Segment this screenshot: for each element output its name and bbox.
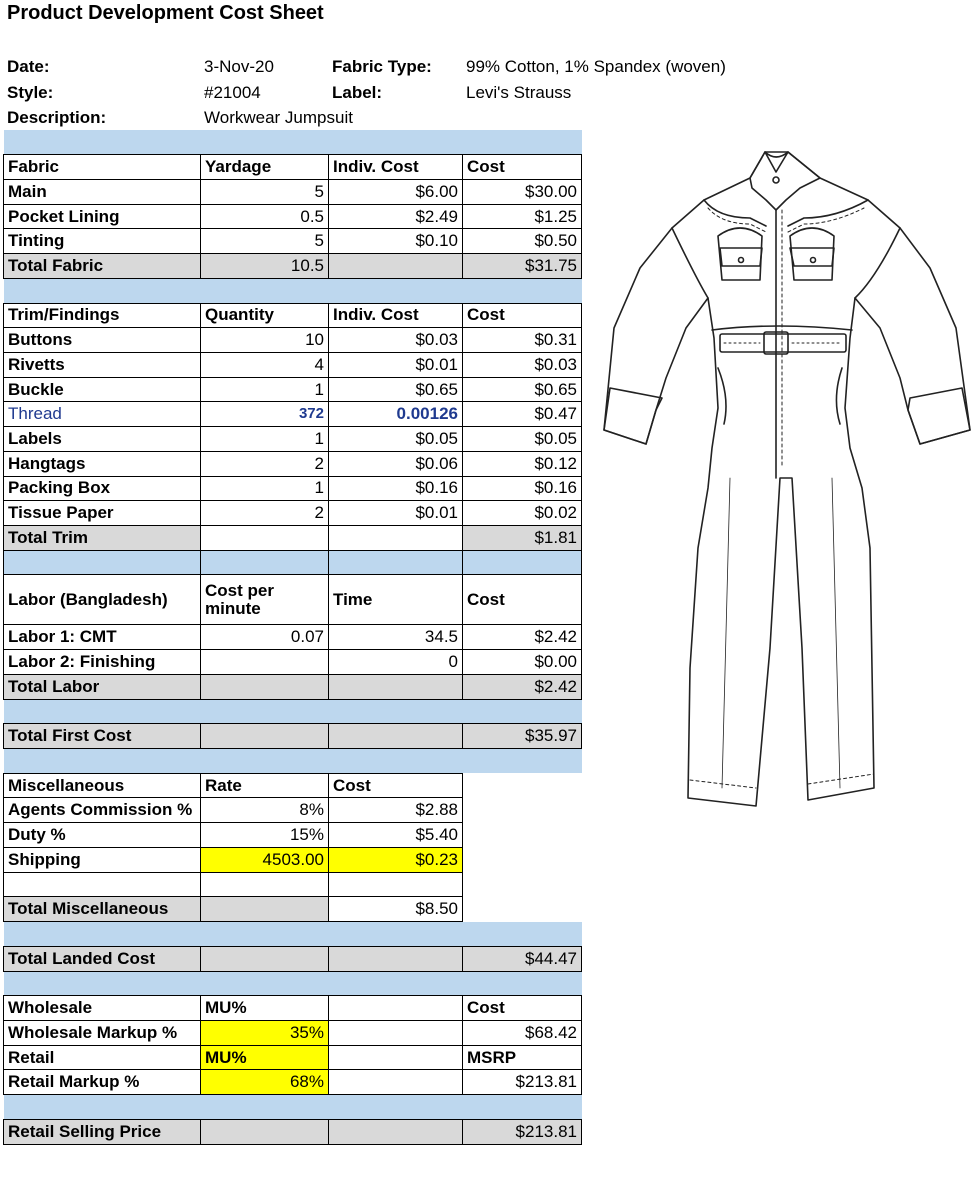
empty-cell xyxy=(463,798,582,823)
table-cell: 10.5 xyxy=(201,254,329,279)
table-cell: $213.81 xyxy=(463,1070,582,1095)
spacer-row xyxy=(4,278,582,303)
col-header xyxy=(201,575,329,625)
fabric-type-value: 99% Cotton, 1% Spandex (woven) xyxy=(466,57,726,76)
table-cell: $5.40 xyxy=(329,823,463,848)
retail-markup-row xyxy=(4,1070,582,1095)
col-header: Cost xyxy=(463,996,582,1021)
table-row xyxy=(4,823,582,848)
description-label: Description: xyxy=(7,108,107,127)
pocket-button-right xyxy=(811,258,816,263)
sleeve-seam-left xyxy=(672,228,708,298)
col-header: Cost xyxy=(329,773,463,798)
collar-button xyxy=(773,177,779,183)
style-value: #21004 xyxy=(204,83,261,102)
table-row xyxy=(4,204,582,229)
row-label: Tinting xyxy=(4,229,201,254)
table-cell: $1.81 xyxy=(463,526,582,551)
table-cell: 0.00126 xyxy=(329,402,463,427)
col-header: Cost xyxy=(463,303,582,328)
table-cell: 4503.00 xyxy=(201,847,329,872)
col-header: Yardage xyxy=(201,155,329,180)
table-cell: 10 xyxy=(201,328,329,353)
table-cell: 35% xyxy=(201,1020,329,1045)
table-cell: $0.16 xyxy=(463,476,582,501)
table-row xyxy=(4,179,582,204)
table-row xyxy=(4,847,582,872)
cuff-right xyxy=(908,388,970,444)
row-label: Total Labor xyxy=(4,674,201,699)
table-cell xyxy=(201,1119,329,1144)
table-cell: $0.06 xyxy=(329,451,463,476)
row-label: Total Trim xyxy=(4,526,201,551)
hem-right xyxy=(808,774,874,784)
table-row xyxy=(4,476,582,501)
table-cell: $213.81 xyxy=(463,1119,582,1144)
col-header: Rate xyxy=(201,773,329,798)
fabric-type-label: Fabric Type: xyxy=(332,57,432,76)
table-cell: 5 xyxy=(201,179,329,204)
table-cell: $0.47 xyxy=(463,402,582,427)
table-cell xyxy=(329,526,463,551)
table-cell xyxy=(329,724,463,749)
table-cell xyxy=(329,1020,463,1045)
row-label: Duty % xyxy=(4,823,201,848)
hem-left xyxy=(690,780,756,788)
col-header: Trim/Findings xyxy=(4,303,201,328)
spacer-row xyxy=(4,130,582,155)
table-cell: $6.00 xyxy=(329,179,463,204)
table-cell xyxy=(329,946,463,971)
col-header: MU% xyxy=(201,996,329,1021)
sleeve-seam-right xyxy=(855,228,900,298)
table-row xyxy=(4,229,582,254)
table-cell: $0.16 xyxy=(329,476,463,501)
jumpsuit-body-outline xyxy=(604,152,970,806)
table-cell: 0.5 xyxy=(201,204,329,229)
col-header: Fabric xyxy=(4,155,201,180)
table-row xyxy=(4,377,582,402)
table-cell: $0.31 xyxy=(463,328,582,353)
cost-sheet-table xyxy=(3,130,582,1145)
col-header: MSRP xyxy=(463,1045,582,1070)
row-label: Wholesale Markup % xyxy=(4,1020,201,1045)
row-label: Total First Cost xyxy=(4,724,201,749)
retail-header-row xyxy=(4,1045,582,1070)
table-cell: 2 xyxy=(201,451,329,476)
col-header: Cost xyxy=(463,155,582,180)
wholesale-markup-row xyxy=(4,1020,582,1045)
row-label: Total Landed Cost xyxy=(4,946,201,971)
table-cell xyxy=(201,897,329,922)
row-label: Labor 1: CMT xyxy=(4,625,201,650)
empty-cell xyxy=(4,872,201,897)
misc-header-row xyxy=(4,773,582,798)
description-value: Workwear Jumpsuit xyxy=(204,108,353,127)
table-row xyxy=(4,650,582,675)
table-cell: $68.42 xyxy=(463,1020,582,1045)
row-label: Total Miscellaneous xyxy=(4,897,201,922)
spacer-row xyxy=(4,922,582,947)
spacer-row xyxy=(4,699,582,724)
table-cell: 2 xyxy=(201,501,329,526)
table-cell: $0.03 xyxy=(329,328,463,353)
row-label: Agents Commission % xyxy=(4,798,201,823)
total-misc-row xyxy=(4,897,582,922)
empty-cell xyxy=(463,823,582,848)
table-cell: $0.12 xyxy=(463,451,582,476)
table-cell: $30.00 xyxy=(463,179,582,204)
row-label: Retail Markup % xyxy=(4,1070,201,1095)
collar xyxy=(750,152,820,210)
total-labor-row xyxy=(4,674,582,699)
empty-cell xyxy=(463,847,582,872)
row-label: Hangtags xyxy=(4,451,201,476)
table-cell: $0.05 xyxy=(463,427,582,452)
table-row xyxy=(4,501,582,526)
table-cell: $44.47 xyxy=(463,946,582,971)
table-cell: $0.03 xyxy=(463,352,582,377)
table-cell: $0.01 xyxy=(329,501,463,526)
table-cell xyxy=(201,650,329,675)
row-label: Main xyxy=(4,179,201,204)
table-cell: $0.01 xyxy=(329,352,463,377)
table-cell xyxy=(201,724,329,749)
total-fabric-row xyxy=(4,254,582,279)
table-cell: $8.50 xyxy=(329,897,463,922)
table-cell: $0.23 xyxy=(329,847,463,872)
total-first-cost-row xyxy=(4,724,582,749)
date-label: Date: xyxy=(7,57,50,76)
fabric-header-row xyxy=(4,155,582,180)
row-label: Buttons xyxy=(4,328,201,353)
table-cell: $31.75 xyxy=(463,254,582,279)
table-cell: $2.49 xyxy=(329,204,463,229)
table-cell: 15% xyxy=(201,823,329,848)
table-cell xyxy=(201,526,329,551)
table-row xyxy=(4,625,582,650)
row-label: Retail xyxy=(4,1045,201,1070)
empty-cell xyxy=(463,872,582,897)
table-cell: 4 xyxy=(201,352,329,377)
table-cell xyxy=(329,254,463,279)
spacer-row xyxy=(4,550,582,575)
col-header: Time xyxy=(329,575,463,625)
chest-pocket-left xyxy=(718,228,762,280)
table-cell: $2.88 xyxy=(329,798,463,823)
table-cell: $0.50 xyxy=(463,229,582,254)
blank-row xyxy=(4,872,582,897)
brand-label: Label: xyxy=(332,83,383,102)
table-cell: $0.02 xyxy=(463,501,582,526)
empty-cell xyxy=(329,872,463,897)
brand-value: Levi's Strauss xyxy=(466,83,572,102)
trim-header-row xyxy=(4,303,582,328)
table-row xyxy=(4,427,582,452)
table-cell: 372 xyxy=(201,402,329,427)
col-header: Labor (Bangladesh) xyxy=(4,575,201,625)
row-label: Rivetts xyxy=(4,352,201,377)
col-header: MU% xyxy=(201,1045,329,1070)
cuff-left xyxy=(604,388,662,444)
pocket-button-left xyxy=(739,258,744,263)
spacer-row xyxy=(4,749,582,774)
row-label: Packing Box xyxy=(4,476,201,501)
row-label: Labels xyxy=(4,427,201,452)
total-landed-cost-row xyxy=(4,946,582,971)
table-cell: $2.42 xyxy=(463,625,582,650)
table-cell: $0.05 xyxy=(329,427,463,452)
table-cell: 34.5 xyxy=(329,625,463,650)
wholesale-header-row xyxy=(4,996,582,1021)
table-cell: 1 xyxy=(201,377,329,402)
row-label: Thread xyxy=(4,402,201,427)
jumpsuit-illustration xyxy=(600,148,972,816)
table-row xyxy=(4,798,582,823)
row-label: Retail Selling Price xyxy=(4,1119,201,1144)
table-cell: 0 xyxy=(329,650,463,675)
row-label: Shipping xyxy=(4,847,201,872)
table-cell: $2.42 xyxy=(463,674,582,699)
chest-pocket-right xyxy=(790,228,834,280)
hip-pocket-left xyxy=(718,368,726,424)
table-cell: 68% xyxy=(201,1070,329,1095)
leg-crease-left xyxy=(722,478,730,788)
row-label: Tissue Paper xyxy=(4,501,201,526)
leg-crease-right xyxy=(832,478,840,788)
total-trim-row xyxy=(4,526,582,551)
table-cell: $0.65 xyxy=(329,377,463,402)
waist-seam xyxy=(712,326,852,330)
table-cell: 8% xyxy=(201,798,329,823)
col-header: Indiv. Cost xyxy=(329,155,463,180)
col-header: Quantity xyxy=(201,303,329,328)
spacer-row xyxy=(4,1095,582,1120)
date-value: 3-Nov-20 xyxy=(204,57,274,76)
labor-header-row xyxy=(4,575,582,625)
col-header: Cost xyxy=(463,575,582,625)
table-cell: $0.00 xyxy=(463,650,582,675)
row-label: Labor 2: Finishing xyxy=(4,650,201,675)
table-cell xyxy=(201,946,329,971)
retail-selling-price-row xyxy=(4,1119,582,1144)
row-label: Total Fabric xyxy=(4,254,201,279)
table-cell xyxy=(329,1070,463,1095)
table-cell: 0.07 xyxy=(201,625,329,650)
table-cell xyxy=(329,1045,463,1070)
table-cell: $35.97 xyxy=(463,724,582,749)
hip-pocket-right xyxy=(836,368,842,424)
row-label: Wholesale xyxy=(4,996,201,1021)
thread-row xyxy=(4,402,582,427)
table-cell: $0.65 xyxy=(463,377,582,402)
empty-cell xyxy=(201,872,329,897)
table-cell xyxy=(329,1119,463,1144)
table-cell: $0.10 xyxy=(329,229,463,254)
row-label: Buckle xyxy=(4,377,201,402)
col-header: Miscellaneous xyxy=(4,773,201,798)
spacer-row xyxy=(4,971,582,996)
table-row xyxy=(4,352,582,377)
table-cell: 1 xyxy=(201,476,329,501)
front-yoke xyxy=(704,200,868,226)
table-cell: 1 xyxy=(201,427,329,452)
row-label: Pocket Lining xyxy=(4,204,201,229)
table-cell xyxy=(329,674,463,699)
col-header: Indiv. Cost xyxy=(329,303,463,328)
col-header-line: minute xyxy=(205,598,261,618)
table-cell xyxy=(329,996,463,1021)
empty-cell xyxy=(463,897,582,922)
table-cell: $1.25 xyxy=(463,204,582,229)
col-header-line: Cost per xyxy=(205,580,274,600)
table-row xyxy=(4,328,582,353)
table-cell xyxy=(201,674,329,699)
style-label: Style: xyxy=(7,83,54,102)
page-title: Product Development Cost Sheet xyxy=(7,2,324,24)
empty-cell xyxy=(463,773,582,798)
table-cell: 5 xyxy=(201,229,329,254)
table-row xyxy=(4,451,582,476)
